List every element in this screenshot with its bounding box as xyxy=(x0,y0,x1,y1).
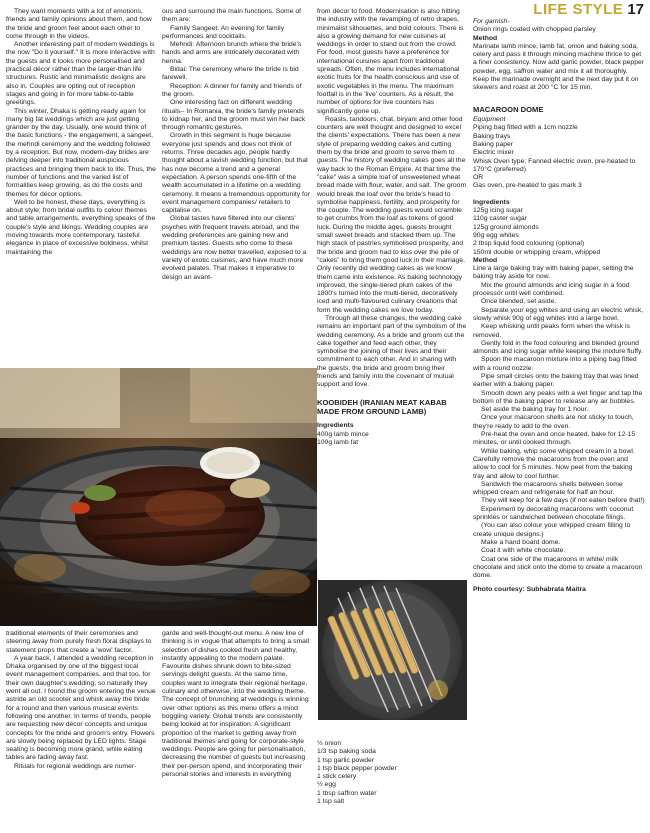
ingredient-line: 110g caster sugar xyxy=(473,215,527,223)
page-number: 17 xyxy=(627,0,644,18)
ingredient-line: 1 stick celery xyxy=(317,773,357,781)
macaroon-ingredients-list xyxy=(473,207,645,257)
article-paragraph: Well to be honest, these days, everything is about style; from bridal outfits to colour themes and table arrangements, everything speaks of the couple's style and likings. Wedding couples are moving towards more contemporary, tasteful elegance in place of excessive boldness, whilst maintaining the xyxy=(6,198,156,256)
article-paragraph: Family Sangeet: An evening for family performances and cocktails. xyxy=(162,24,285,40)
article-paragraph: Bidai: The ceremony where the bride is bid farewell. xyxy=(162,66,299,82)
article-paragraph: A year back, I attended a wedding reception in Dhaka organised by one of the biggest local event management companies, and that too, for their own daughter's wedding, so naturally they went all out. I found the groom entering the venue astride an old scooter and whisk away the bride for a round and then various musical events following one another. In terms of trends, people are requesting new décor concepts and unique concepts for the bride and groom's entry. Flowers are slowly being replaced by LED lights. Stage seating is becoming more grand, while eating tables are fading away fast. xyxy=(6,654,156,762)
ingredient-line: 1 tbsp saffron water xyxy=(317,789,377,797)
koobideh-method-text: Marinate lamb mince, lamb fat, onion and baking soda, celery and pass it through mincing machine thrice to get a finer consistency. Now add garlic powder, black pepper powder, egg, saffron water and mix it all thoroughly. Keep the marinade overnight and the next day put it on skewers and roast at 200 °C for 15 min. xyxy=(473,42,645,92)
ingredient-line: 100g lamb fat xyxy=(317,439,359,447)
equipment-line: Whisk Oven type: Fanned electric oven, pre-heated to 170°C (preferred) xyxy=(473,157,636,173)
column-3-body xyxy=(317,8,467,390)
kebab-skewers-photo xyxy=(318,580,467,720)
macaroon-method-label: Method xyxy=(473,256,498,264)
masthead-word-style: STYLE xyxy=(572,0,624,18)
article-paragraph: Reception: A dinner for family and friends of the groom. xyxy=(162,82,302,98)
method-step: Mix the ground almonds and icing sugar in a food processor until well combined. xyxy=(473,281,630,298)
equipment-line: OR xyxy=(473,174,484,182)
article-paragraph: This winter, Dhaka is getting ready again for many big fat weddings which are just getting grander by the day. Usually, one would think of the basic functions - the engagement, a sangeet, the mehndi ceremony and the wedding followed by a reception. But now, modern-day brides are delving deeper into traditional auspicious practices and bringing them back to life. Thus, the number of functions and the varied list of formalities keep growing, as do the costs and themes for décor options. xyxy=(6,107,156,198)
article-paragraph: Mehndi: Afternoon brunch where the bride's hands and arms are intricately decorated with henna. xyxy=(162,41,302,65)
method-step: (You can also colour your whipped cream filling to create unique designs.) xyxy=(473,522,631,538)
article-paragraph: Roasts, tandoors, chat, biryani and other food counters are well thought and designed to excel the clients' expectations. There has been a new style of preparing wedding cakes and cutting them by the bride and groom to serve them to guests. The history of wedding cakes goes all the way back to the Roman Empire. At that time the "cake" was a simple loaf of unsweetened wheat bread made with flour, water, and salt. The groom would break the loaf over the bride's head to symbolise happiness, fertility, and prosperity for the couple. The wedding guests would scramble to get crumbs from the loaf as tokens of good luck. During the middle ages, guests brought small sweet breads and stacked them up. The high stack of pastries symbolised prosperity, and the bride and groom had to kiss over the pile of "cakes" to bring them good luck in their marriage. Only recently did wedding cakes as we know them came into existence. As baking technology improved, the single-tiered plum cakes of the 1800's turned into the multi-tiered, decoratively iced and multi-flavoured culinary creations that form the wedding cakes we love today. xyxy=(317,115,467,314)
koobideh-ingredients-label: Ingredients xyxy=(317,422,354,430)
ingredient-line: 125g ground almonds xyxy=(473,223,539,231)
ingredient-line: 1 tsp black pepper powder xyxy=(317,764,397,772)
article-paragraph: Global tastes have filtered into our clients' psyches with frequent travels abroad, and the wedding preferences are gaining new and premium tastes. Guests who come to these weddings are now better travelled, exposed to a variety of exotic cuisines, and have much more evolved palates. That makes it imperative to design an avant- xyxy=(162,215,307,281)
method-step: Separate your egg whites and using an electric whisk, slowly whisk 90g of egg whites into a large bowl. xyxy=(473,306,644,322)
column-3 xyxy=(317,8,467,447)
article-paragraph: Through all these changes, the wedding cake remains an important part of the symbolism of the wedding ceremony. As a bride and groom cut the cake together and feed each other, they symbolise the joining of their lives and their commitment to each other. And in sharing with the guests, the bride and groom bring their friends and family into the covenant of mutual support and love. xyxy=(317,314,467,389)
ingredient-line: 150ml double or whipping cream, whipped xyxy=(473,248,601,256)
wedding-food-photo xyxy=(0,368,317,626)
macaroon-method-first: Line a large baking tray with baking paper, setting the baking tray aside for now. xyxy=(473,265,634,281)
method-step: Coat it with white chocolate. xyxy=(481,547,566,555)
koobideh-ingredients-bottom xyxy=(317,740,467,806)
column-1-bottom xyxy=(6,630,156,771)
masthead xyxy=(533,0,644,18)
ingredient-line: ½ egg xyxy=(317,781,336,789)
macaroon-equipment-label: Equipment xyxy=(473,116,506,124)
method-step: Smooth down any peaks with a wet finger and tap the bottom of the baking paper to release any air bubbles. xyxy=(473,389,643,405)
method-step: Pipe small circles onto the baking tray that was lined earlier with a baking paper. xyxy=(473,372,639,389)
method-step: Coat one side of the macaroons in white/ milk chocolate and stick onto the dome to create a macaroon dome. xyxy=(473,555,643,580)
macaroon-ingredients-label: Ingredients xyxy=(473,198,510,206)
koobideh-garnish-and-method-label xyxy=(473,18,645,43)
method-step: Once blended, set aside. xyxy=(481,298,557,306)
method-step: Keep whisking until peaks form when the whisk is removed. xyxy=(473,323,630,339)
method-step: They will keep for a few days (if not eaten before that!) xyxy=(481,497,645,505)
article-paragraph: ous and surround the main functions. Some of them are: xyxy=(162,8,302,24)
article-paragraph: One interesting fact on different wedding rituals-- In Romania, the bride's family pretends to kidnap her, and the groom must win her back through romantic gestures. xyxy=(162,99,306,132)
equipment-line: Baking trays xyxy=(473,132,511,140)
method-step: Once your macaroon shells are not sticky to touch, they're ready to add to the oven. xyxy=(473,414,634,430)
column-4 xyxy=(473,18,645,595)
ingredient-line: 125g icing sugar xyxy=(473,207,523,215)
column-1-top xyxy=(6,8,156,257)
method-step: Spoon the macaroon mixture into a piping bag fitted with a round nozzle. xyxy=(473,356,637,372)
photo-credit: Photo courtesy: Subhabrata Maitra xyxy=(473,586,586,594)
article-paragraph: garde and well-thought-out menu. A new line of thinking is in vogue that attempts to bring a small selection of dishes cooked fresh and healthy, instantly appealing to the modern palate. Favourite dishes shrunk down to bite-sized servings delight guests. At the same time, couples want to integrate their regional heritage, culinary and otherwise, into the wedding theme. The concept of brunching at weddings is winning over other options as this menu offers a mind boggling variety. Global trends are consistently being looked at for inspiration. A significant proportion of the market is getting away from traditional themes and going for corporate-style weddings. People are going for personalisation, decreasing the number of guests but increasing their per-person spend, and incorporating their personal stories and interests in everything xyxy=(162,630,309,779)
equipment-line: Piping bag fitted with a 1cm nozzle xyxy=(473,124,578,132)
article-paragraph: Another interesting part of modern weddings is the now "Do it yourself." It is more interactive with the guests and it looks more personalised and practical décor rather than the larger-than life structures. Rustic and minimalistic designs are also in. Couples are opting out of reception stages and going in for more table-to-table greetings. xyxy=(6,41,155,107)
method-step: Experiment by decorating macaroons with coconut sprinkles or sandwiched between chocolate filings. xyxy=(473,505,634,522)
article-paragraph: from décor to food. Modernisation is also hitting the industry with the revamping of retro drapes, minimalist silhouettes, and bold colours. There is also a growing demand for new cuisines at weddings in order to stand out from the crowd. For food, most guests have a preference for international cuisines apart from traditional spreads. Often, the menu includes international exotic fruits for the health conscious and use of exotic vegetables in the menu. The maximum footfall is in the 'live' counters. As a result, the number of options for live counters has significantly gone up. xyxy=(317,8,464,115)
recipe-line: Onion rings coated with chopped parsley xyxy=(473,26,596,34)
grilled-meat-photo-illustration xyxy=(0,368,317,626)
article-paragraph: Growth in this segment is huge because everyone just spends and does not think of returns. Three decades ago, people hardly thought about a lavish wedding function, but that has now become a trend and a general expectation. A person spends one-fifth of the wealth accumulated in a lifetime on a wedding ceremony. It means a tremendous opportunity for event management companies/ retailers to capitalise on. xyxy=(162,132,310,215)
equipment-line: Electric mixer xyxy=(473,149,514,157)
method-step: Pre-heat the oven and once heated, bake for 12-15 minutes, or until cooked through. xyxy=(473,431,636,447)
koobideh-ingredients-top xyxy=(317,431,467,448)
macaroon-title: MACAROON DOME xyxy=(473,104,544,114)
article-paragraph: They want moments with a lot of emotions, friends and family opinions about them, and how the bride and groom feel about each other to come through in the videos. xyxy=(6,8,152,40)
article-paragraph: traditional elements of their ceremonies and steering away from purely fresh floral displays to statement props that create a 'wow' factor. xyxy=(6,630,152,654)
method-step: While baking, whip some whipped cream in a bowl. Carefully remove the macaroons from the oven and allow to cool for 5 minutes. Now peel from the baking tray and allow to cool further. xyxy=(473,447,635,480)
recipe-line: For garnish- xyxy=(473,18,510,25)
ingredient-line: 1 tsp salt xyxy=(317,798,345,806)
ingredient-line: 1 tsp garlic powder xyxy=(317,756,375,764)
method-step: Make a hand board dome. xyxy=(481,538,561,546)
macaroon-equipment-list xyxy=(473,124,645,190)
method-step: Sandwich the macaroons shells between some whipped cream and refrigerate for half an hour. xyxy=(473,480,623,497)
kebab-skewers-illustration xyxy=(318,580,467,720)
masthead-logo xyxy=(533,1,623,18)
article-paragraph: Rituals for regional weddings are numer- xyxy=(14,762,137,770)
ingredient-line: 90g egg whites xyxy=(473,231,519,239)
method-step: Set aside the baking tray for 1 hour. xyxy=(481,406,589,414)
column-2-bottom xyxy=(162,630,310,779)
koobideh-title: KOOBIDEH (IRANIAN MEAT KABAB MADE FROM GROUND LAMB) xyxy=(317,397,447,417)
recipe-line: Method xyxy=(473,34,498,42)
ingredient-line: ½ onion xyxy=(317,740,342,747)
macaroon-method-steps xyxy=(473,282,645,581)
column-2-top xyxy=(162,8,310,282)
equipment-line: Gas oven, pre-heated to gas mark 3 xyxy=(473,182,582,190)
masthead-word-life: LIFE xyxy=(533,0,568,18)
ingredient-line: 2 tbsp liquid food colouring (optional) xyxy=(473,240,585,248)
ingredient-line: 1/3 tsp baking soda xyxy=(317,748,376,756)
ingredient-line: 400g lamb mince xyxy=(317,430,369,438)
method-step: Gently fold in the food colouring and blended ground almonds and icing sugar while keeping the mixture fluffy. xyxy=(473,339,643,356)
equipment-line: Baking paper xyxy=(473,140,514,148)
